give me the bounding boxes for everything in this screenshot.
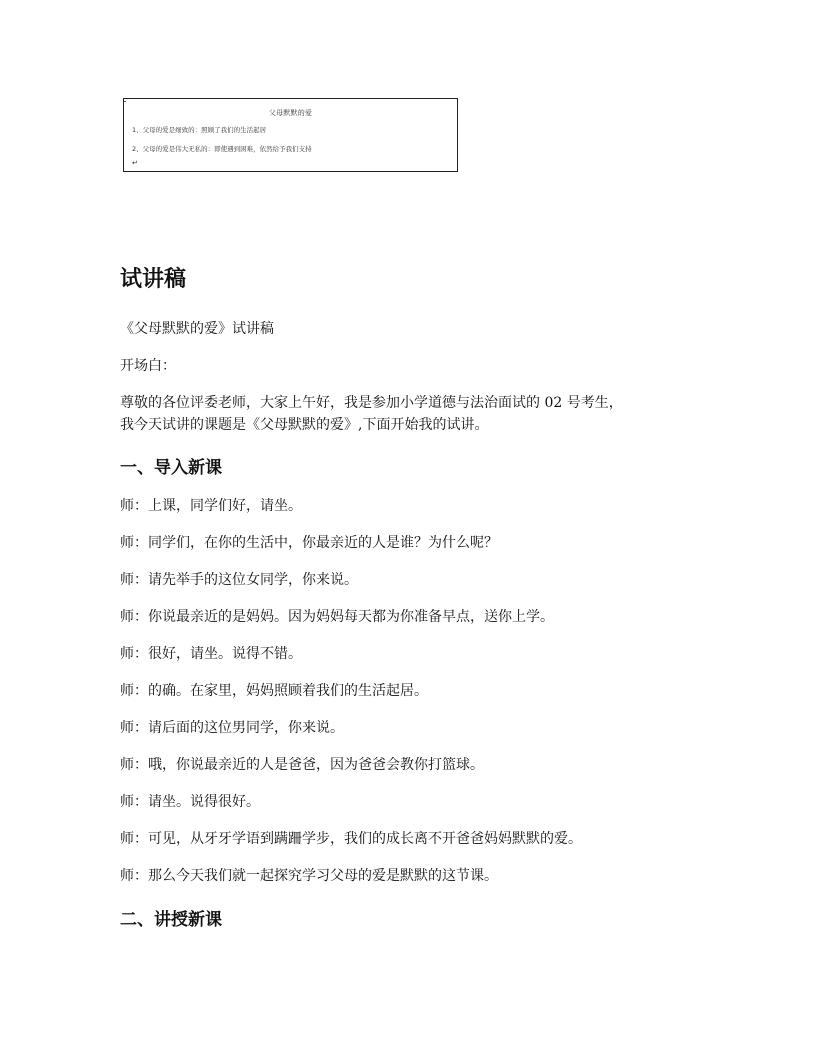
dialogue-line: 师：请后面的这位男同学，你来说。 [120,720,344,736]
dialogue-line: 师：那么今天我们就一起探究学习父母的爱是默默的这节课。 [120,868,498,884]
opening-label: 开场白： [120,358,176,374]
board-line-2: 2、父母的爱是伟大无私的：即使遇到困难，依然给予我们支持 [132,145,312,153]
opening-text-2: 我今天试讲的课题是《父母默默的爱》,下面开始我的试讲。 [120,417,489,433]
section-heading-1: 一、导入新课 [120,458,222,478]
dialogue-line: 师：上课，同学们好，请坐。 [120,498,302,514]
dialogue-line: 师：你说最亲近的是妈妈。因为妈妈每天都为你准备早点，送你上学。 [120,609,554,625]
board-writing-image [123,98,458,172]
document-title: 试讲稿 [120,267,187,292]
board-line-1: 1、父母的爱是细致的：照顾了我们的生活起居 [132,126,267,134]
subtitle: 《父母默默的爱》试讲稿 [120,321,274,337]
board-corner-mark [124,101,126,102]
dialogue-line: 师：可见，从牙牙学语到蹒跚学步，我们的成长离不开爸爸妈妈默默的爱。 [120,831,582,847]
dialogue-line: 师：很好，请坐。说得不错。 [120,646,302,662]
dialogue-line: 师：哦，你说最亲近的人是爸爸，因为爸爸会教你打篮球。 [120,757,484,773]
board-title: 父母默默的爱 [268,109,313,117]
opening-text-1: 尊敬的各位评委老师，大家上午好，我是参加小学道德与法治面试的 02 号考生， [120,395,623,411]
dialogue-line: 师：的确。在家里，妈妈照顾着我们的生活起居。 [120,683,428,699]
dialogue-line: 师：同学们，在你的生活中，你最亲近的人是谁？为什么呢？ [120,535,498,551]
dialogue-line: 师：请坐。说得很好。 [120,794,260,810]
paragraph-mark: ↵ [132,159,138,167]
section-heading-2: 二、讲授新课 [120,910,222,930]
dialogue-line: 师：请先举手的这位女同学，你来说。 [120,572,358,588]
